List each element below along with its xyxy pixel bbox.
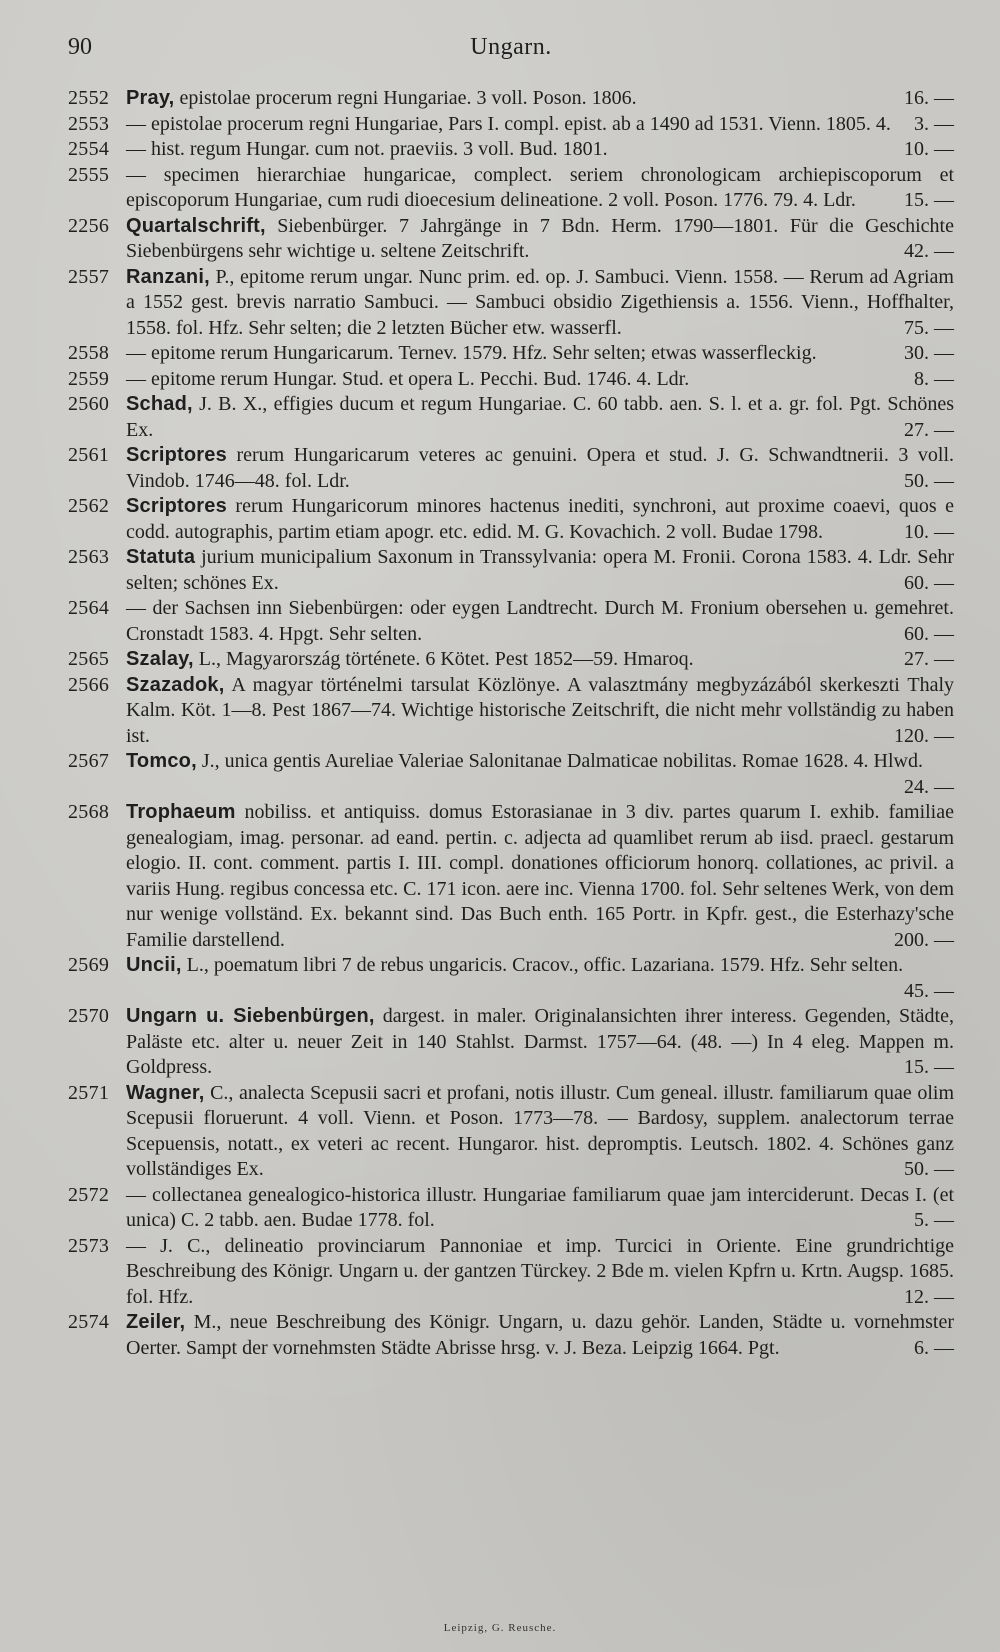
entry-number: 2554 [68,138,110,160]
entry-price: 42. — [904,240,954,262]
entry-keyword: Zeiler, [126,1311,186,1333]
entry-number: 2553 [68,112,110,135]
entry-number: 2558 [68,342,110,364]
entry-price: 60. — [904,622,954,645]
entry-price: 50. — [904,1158,954,1180]
catalog-entry [68,545,954,596]
entry-price: 12. — [904,1285,954,1308]
entry-text: — hist. regum Hungar. cum not. praeviis. 3 voll. Bud. 1801. [126,138,608,160]
entry-body [126,443,954,494]
entry-body [126,341,954,367]
catalog-entry [68,494,954,545]
entry-text: J., unica gentis Aureliae Valeriae Salonitanae Dalmaticae nobilitas. Romae 1628. 4. Hlwd. [196,750,923,772]
entry-number: 2566 [68,673,110,696]
entry-price: 15. — [904,1056,954,1078]
catalog-entry [68,1183,954,1234]
entry-text: dargest. in maler. Originalansichten ihrer interess. Gegenden, Städte, Paläste etc. alter u. neuer Zeit in 140 Stahlst. Darmst. 1757—64. (48. —) In 4 eleg. Mappen m. Goldpress. [126,1005,954,1078]
entry-keyword: Pray, [126,87,175,109]
entry-text: jurium municipalium Saxonum in Transsylvania: opera M. Fronii. Corona 1583. 4. Ldr. Sehr selten; schönes Ex. [126,546,954,594]
entry-text: C., analecta Scepusii sacri et profani, notis illustr. Cum geneal. illustr. familiarum quae olim Scepusii floruerunt. 4 voll. Vienn. et Poson. 1773—78. — Bardosy, supplem. analectorum terrae Scepuensis, notatt., ex veteri ac recent. Hungaror. hist. depromptis. Leutsch. 1802. 4. Schönes ganz vollständiges Ex. [126,1081,954,1180]
entry-keyword: Tomco, [126,750,197,772]
running-title: Ungarn. [470,34,552,60]
entry-price: 10. — [904,138,954,160]
entry-number: 2571 [68,1081,110,1104]
entry-keyword: Trophaeum [126,801,236,823]
catalog-entry [68,647,954,673]
entry-body [126,494,954,545]
entry-price: 16. — [904,87,954,109]
entry-body [126,86,954,112]
entry-keyword: Scriptores [126,444,227,466]
entry-text: — J. C., delineatio provinciarum Pannoniae et imp. Turcici in Oriente. Eine grundrichtige Beschreibung des Königr. Ungarn u. der gantzen Türckey. 2 Bde m. vielen Kpfrn u. Krtn. Augsp. 1685. fol. Hfz. [126,1234,954,1308]
entry-text: rerum Hungaricorum minores hactenus inediti, synchroni, aut proxime coaevi, quos e codd. autographis, partim etiam apogr. etc. edid. M. G. Kovachich. 2 voll. Budae 1798. [126,495,954,543]
entry-text: M., neue Beschreibung des Königr. Ungarn, u. dazu gehör. Landen, Städte u. vornehmster Oerter. Sampt der vornehmsten Städte Abrisse hrsg. v. J. Beza. Leipzig 1664. Pgt. [126,1311,954,1359]
entry-text: rerum Hungaricarum veteres ac genuini. Opera et stud. J. G. Schwandtnerii. 3 voll. Vindob. 1746—48. fol. Ldr. [126,444,954,492]
entry-text: L., poematum libri 7 de rebus ungaricis. Cracov., offic. Lazariana. 1579. Hfz. Sehr selten. [181,954,904,976]
entry-price: 10. — [904,520,954,543]
catalog-entry [68,1234,954,1311]
entry-number: 2570 [68,1005,110,1027]
entry-body [126,647,954,673]
entry-number: 2562 [68,495,110,517]
entry-price: 75. — [904,316,954,339]
entry-number: 2572 [68,1183,110,1206]
entry-keyword: Scriptores [126,495,227,517]
entry-price: 27. — [904,418,954,441]
entry-text: — epitome rerum Hungaricarum. Ternev. 1579. Hfz. Sehr selten; etwas wasserfleckig. [126,342,817,364]
catalog-entry [68,673,954,750]
entry-body [126,1310,954,1361]
catalog-entry [68,1004,954,1081]
entry-body [126,596,954,647]
entry-body [126,545,954,596]
entry-price: 60. — [904,571,954,594]
entry-body [126,1004,954,1081]
entry-body [126,1234,954,1311]
entry-number: 2561 [68,444,110,466]
entry-price: 30. — [904,342,954,364]
entry-number: 2565 [68,648,110,670]
entry-text: — der Sachsen inn Siebenbürgen: oder eygen Landtrecht. Durch M. Fronium obersehen u. gemehret. Cronstadt 1583. 4. Hpgt. Sehr selten. [126,597,954,645]
entry-number: 2568 [68,801,110,823]
entry-price: 50. — [904,469,954,492]
entry-keyword: Szalay, [126,648,194,670]
entry-body [126,265,954,342]
entry-body [126,1081,954,1183]
entry-price: 6. — [914,1336,954,1359]
entry-number: 2574 [68,1311,110,1333]
catalog-entry [68,367,954,393]
entry-text: — epitome rerum Hungar. Stud. et opera L. Pecchi. Bud. 1746. 4. Ldr. [126,367,690,390]
entry-number: 2557 [68,265,110,288]
entry-price: 120. — [894,724,954,747]
entry-text: A magyar történelmi tarsulat Közlönye. A valasztmány megbyzázából skerkeszti Thaly Kalm. Köt. 1—8. Pest 1867—74. Wichtige historische Zeitschrift, die nicht mehr vollständig zu haben ist. [126,673,954,747]
entry-keyword: Uncii, [126,954,182,976]
catalog-entry [68,596,954,647]
entry-price: 3. — [914,112,954,135]
entry-number: 2560 [68,393,110,415]
entry-number: 2567 [68,750,110,772]
entry-body [126,1183,954,1234]
entry-body [126,163,954,214]
catalog-entry [68,163,954,214]
catalog-entry [68,800,954,953]
entry-keyword: Wagner, [126,1081,205,1104]
entry-number: 2563 [68,546,110,568]
entry-keyword: Ungarn u. Siebenbürgen, [126,1005,375,1027]
entry-body [126,392,954,443]
entry-body [126,367,954,393]
entry-number: 2552 [68,87,110,109]
entry-text: — specimen hierarchiae hungaricae, complect. seriem chronologicam archiepiscoporum et episcoporum Hungariae, cum rudi dioecesium delineatione. 2 voll. Poson. 1776. 79. 4. Ldr. [126,163,954,211]
entry-number: 2564 [68,597,110,619]
entry-text: epistolae procerum regni Hungariae. 3 voll. Poson. 1806. [174,87,637,109]
catalog-entry [68,1310,954,1361]
page-header [68,28,954,62]
entry-number: 2555 [68,163,110,186]
catalog-entry [68,749,954,800]
printer-imprint: Leipzig, G. Reusche. [443,1622,557,1634]
entry-price: 15. — [904,189,954,211]
entry-number: 2573 [68,1234,110,1257]
entry-price: 24. — [904,775,954,798]
catalog-entry [68,265,954,342]
entry-body [126,749,954,800]
entry-number: 2256 [68,214,110,237]
entry-keyword: Szazadok, [126,673,225,696]
page-number: 90 [68,34,92,60]
entry-text: Siebenbürger. 7 Jahrgänge in 7 Bdn. Herm. 1790—1801. Für die Geschichte Siebenbürgens sehr wichtige u. seltene Zeitschrift. [126,214,954,262]
entry-price: 8. — [914,367,954,390]
catalog-entry [68,341,954,367]
entry-text: L., Magyarország története. 6 Kötet. Pest 1852—59. Hmaroq. [193,648,694,670]
entry-body [126,800,954,953]
entry-text: J. B. X., effigies ducum et regum Hungariae. C. 60 tabb. aen. S. l. et a. gr. fol. Pgt. Schönes Ex. [126,393,954,441]
catalog-entry [68,1081,954,1183]
catalog-entry [68,392,954,443]
catalog-entry [68,137,954,163]
catalog-entries [68,86,954,1361]
entry-body [126,673,954,750]
entry-price: 5. — [914,1209,954,1231]
entry-body [126,137,954,163]
entry-price: 45. — [904,979,954,1002]
entry-number: 2569 [68,954,110,976]
entry-price: 200. — [894,928,954,951]
catalog-entry [68,214,954,265]
catalog-entry [68,112,954,138]
catalog-entry [68,86,954,112]
entry-price: 27. — [904,648,954,670]
catalog-entry [68,443,954,494]
entry-text: — epistolae procerum regni Hungariae, Pars I. compl. epist. ab a 1490 ad 1531. Vienn. 1805. 4. [126,112,891,135]
entry-body [126,112,954,138]
entry-text: nobiliss. et antiquiss. domus Estorasianae in 3 div. partes quarum I. exhib. familiae genealogiam, imag. personar. ad eand. pertin. c. adjecta ad quamlibet rerum ab iisd. praecl. gestarum elogio. II. cont. comment. partis I. III. compl. donationes officiorum honorq. collationes, ac privil. a variis Hung. regibus concessa etc. C. 171 icon. aere inc. Vienna 1700. fol. Sehr seltenes Werk, von dem nur wenige vollständ. Ex. bekannt sind. Das Buch enth. 165 Portr. in Kpfr. gest., die Esterhazy'sche Familie darstellend. [126,801,954,951]
entry-body [126,953,954,1004]
catalog-entry [68,953,954,1004]
entry-body [126,214,954,265]
entry-number: 2559 [68,367,110,390]
entry-keyword: Quartalschrift, [126,214,266,237]
entry-keyword: Statuta [126,546,196,568]
entry-keyword: Schad, [126,393,193,415]
entry-keyword: Ranzani, [126,265,210,288]
entry-text: — collectanea genealogico-historica illustr. Hungariae familiarum quae jam interciderunt. Decas I. (et unica) C. 2 tabb. aen. Budae 1778. fol. [126,1183,954,1231]
entry-text: P., epitome rerum ungar. Nunc prim. ed. op. J. Sambuci. Vienn. 1558. — Rerum ad Agriam a 1552 gest. brevis narratio Sambuci. — Sambuci obsidio Zigethiensis a. 1556. Vienn., Hoffhalter, 1558. fol. Hfz. Sehr selten; die 2 letzten Bücher etw. wasserfl. [126,265,954,339]
